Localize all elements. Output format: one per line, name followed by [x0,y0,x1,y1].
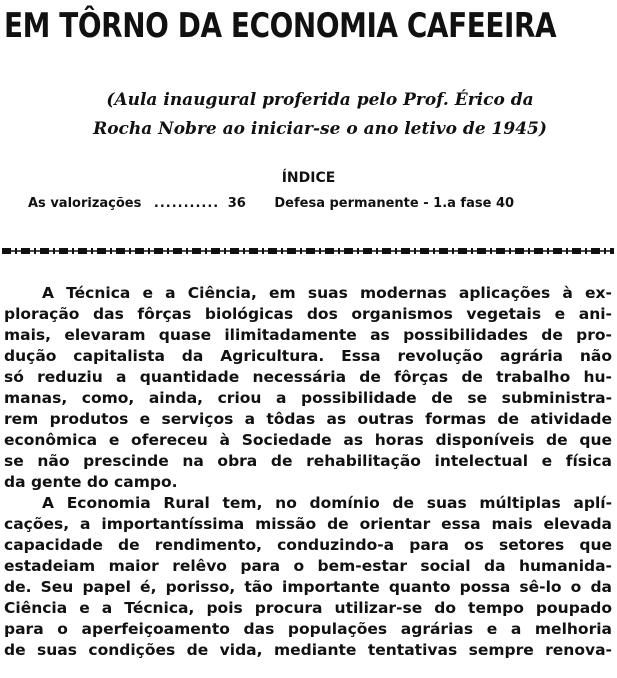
paragraph2-line: cações, a importantíssima missão de orientar essa mais elevada [4,515,612,533]
index-entry-valorizacoes: As valorizações [28,196,142,211]
index-page-number: 36 [227,196,246,211]
paragraph1-line: rem produtos e serviços a tôdas as outras formas de atividade [4,410,612,428]
paragraph1-line: da gente do campo. [4,473,178,491]
paragraph1-line: A Técnica e a Ciência, em suas modernas aplicações à ex- [42,284,612,302]
paragraph2-line: para o aperfeiçoamento das populações agrárias e a melhoria [4,620,612,638]
index-entry-defesa-permanente: Defesa permanente - 1.a fase 40 [274,196,515,211]
paragraph1-line: dução capitalista da Agricultura. Essa revolução agrária não [4,347,612,365]
index-row [28,196,598,211]
index-leader-dots: ........... [153,196,220,211]
paragraph1-line: econômica e ofereceu à Sociedade as horas disponíveis de que [4,431,612,449]
paragraph1-line: só reduziu a quantidade necessária de fôrças de trabalho hu- [4,368,612,386]
index-heading: ÍNDICE [281,170,336,186]
paragraph2-line: capacidade de rendimento, conduzindo-a para os setores que [4,536,612,554]
paragraph-2 [4,493,612,661]
article-body [4,283,612,661]
paragraph-1 [4,283,612,493]
subtitle-line-2: Rocha Nobre ao iniciar-se o ano letivo de 1945) [93,119,547,139]
paragraph2-line: de. Seu papel é, porisso, tão importante quanto possa sê-lo o da [4,578,612,596]
paragraph1-line: se não prescinde na obra de rehabilitação intelectual e física [4,452,612,470]
paragraph1-line: ploração das fôrças biológicas dos organismos vegetais e ani- [4,305,612,323]
paragraph1-line: mais, elevaram quase ilimitadamente as possibilidades de pro- [4,326,612,344]
paragraph2-line: de suas condições de vida, mediante tentativas sempre renova- [4,641,612,659]
paragraph1-line: manas, como, ainda, criou a possibilidade de se subministra- [4,389,612,407]
paragraph2-line: A Economia Rural tem, no domínio de suas múltiplas aplí- [42,494,612,512]
ornamental-divider [2,245,614,257]
article-title: EM TÔRNO DA ECONOMIA CAFEEIRA [4,6,557,46]
paragraph2-line: Ciência e a Técnica, pois procura utilizar-se do tempo poupado [4,599,612,617]
subtitle-line-1: (Aula inaugural proferida pelo Prof. Érico da [106,90,534,110]
paragraph2-line: estadeiam maior relêvo para o bem-estar social da humanida- [4,557,612,575]
